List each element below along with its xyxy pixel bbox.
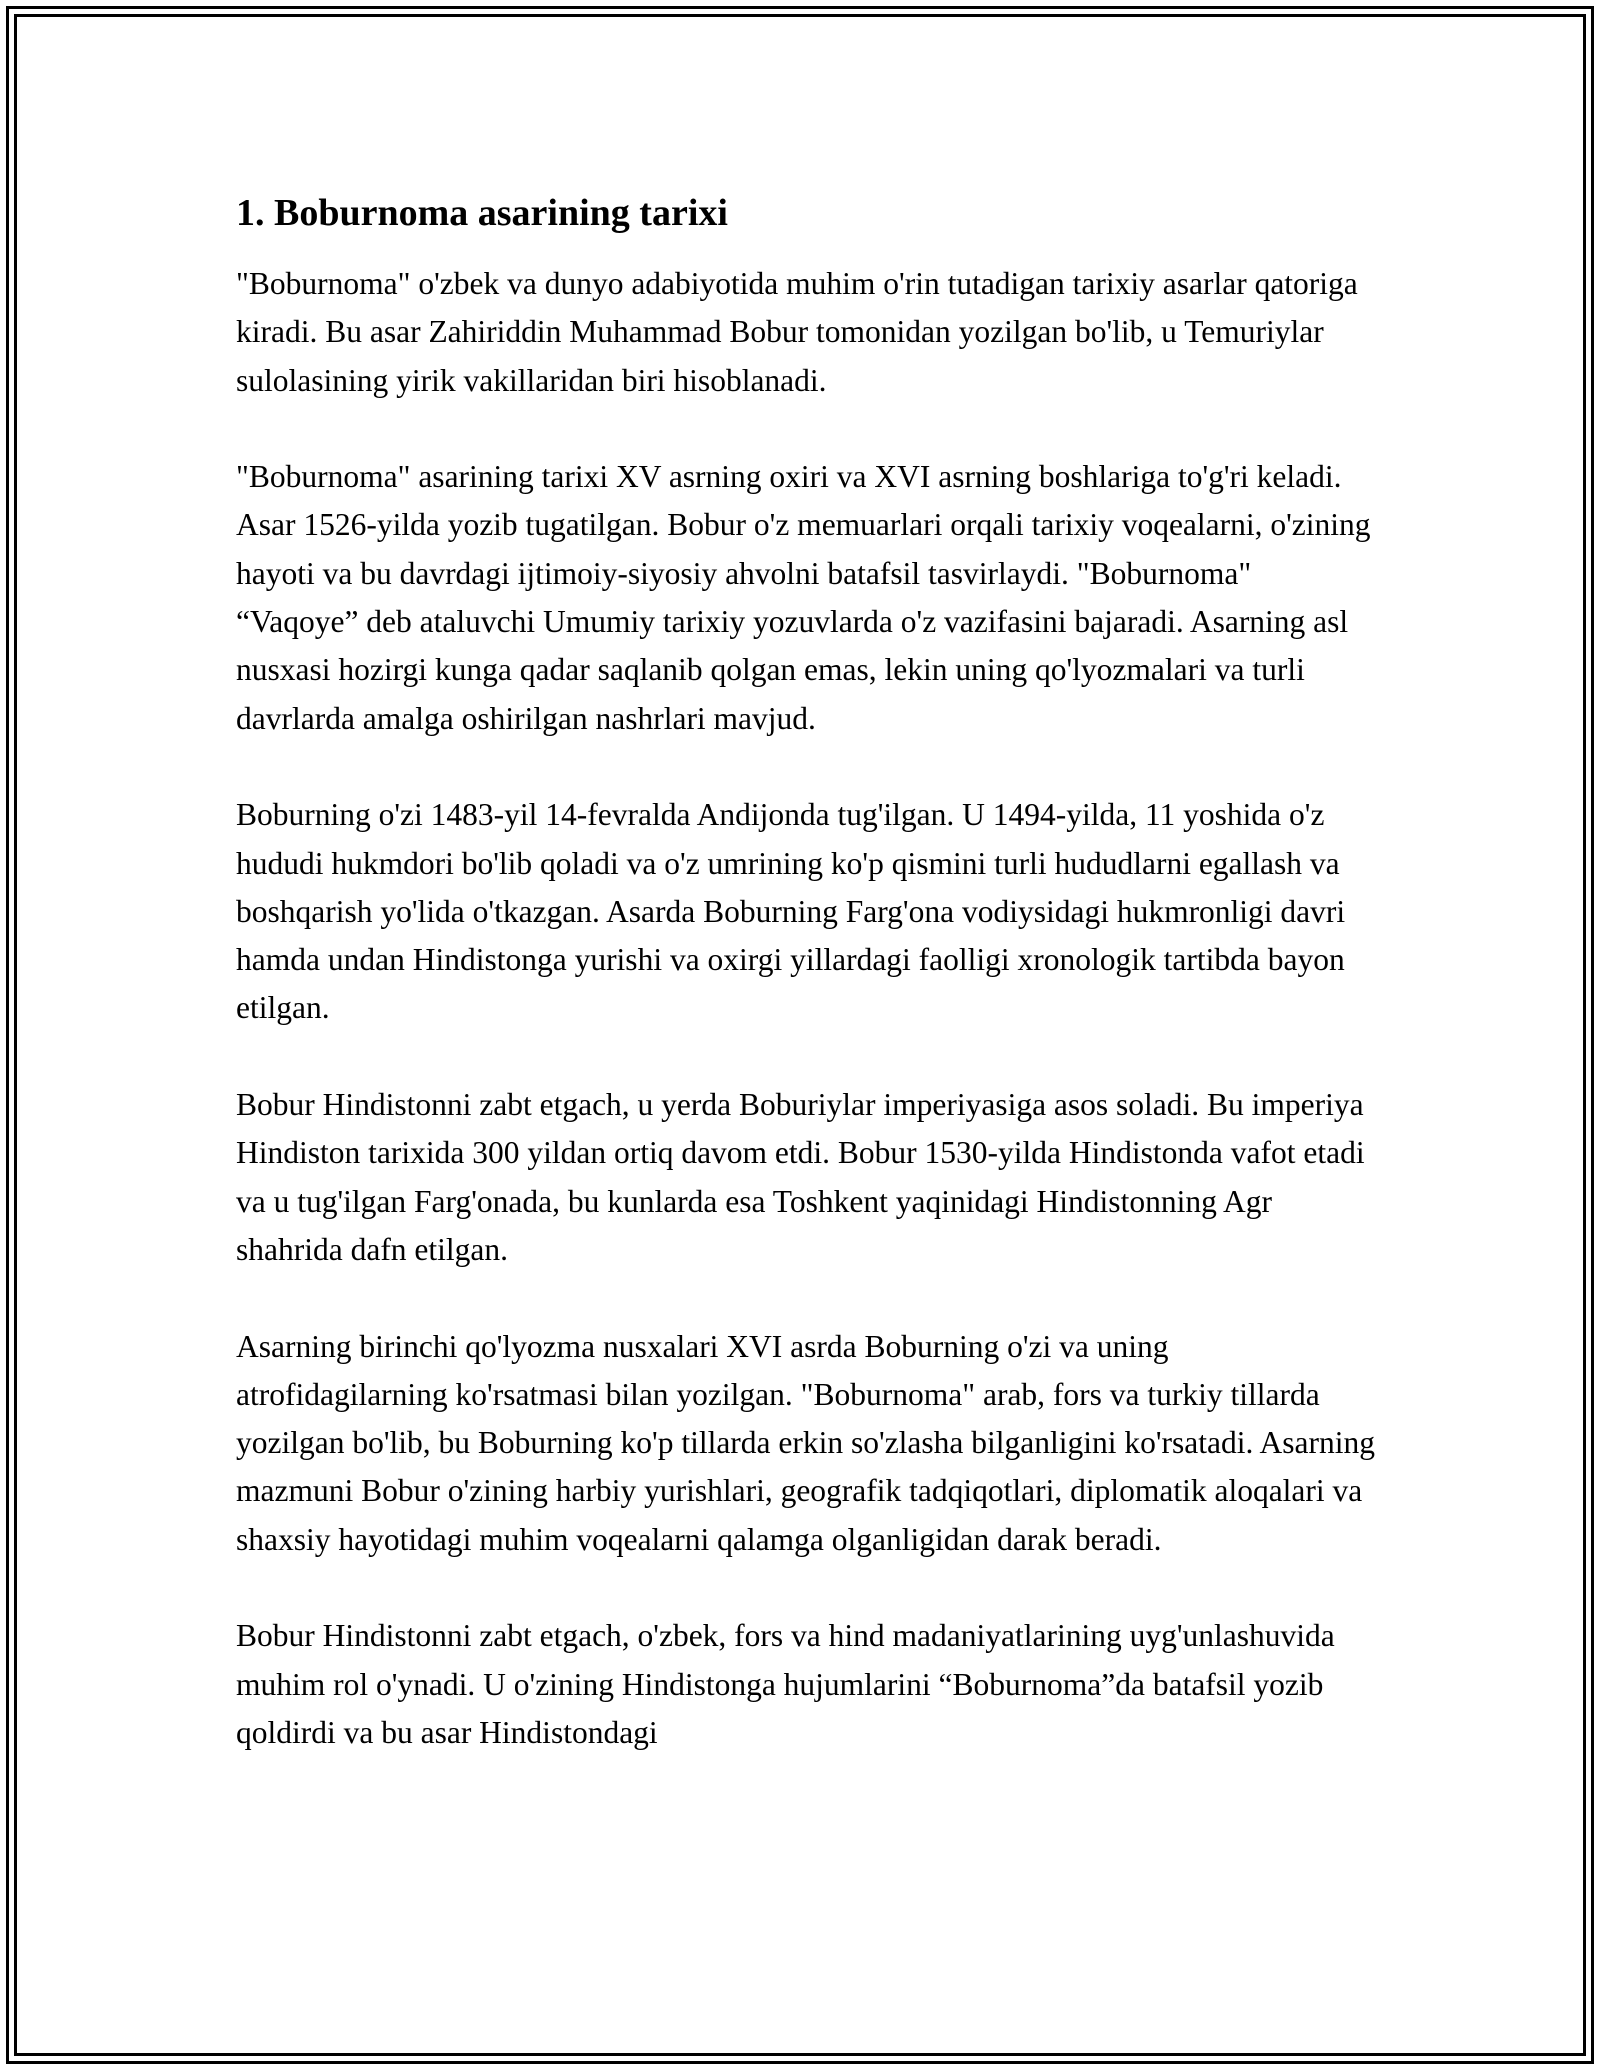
section-heading: 1. Boburnoma asarining tarixi [236, 192, 728, 234]
paragraph-3: Boburning o'zi 1483-yil 14-fevralda Andijonda tug'ilgan. U 1494-yilda, 11 yoshida o'z hududi hukmdori bo'lib qoladi va o'z umrining ko'p qismini turli hududlarni egallash va boshqarish yo'lida o'tkazgan. Asarda Boburning Farg'ona vodiysidagi hukmronligi davri hamda undan Hindistonga yurishi va oxirgi yillardagi faolligi xronologik tartibda bayon etilgan. [236, 797, 1346, 1026]
paragraph-4: Bobur Hindistonni zabt etgach, u yerda Boburiylar imperiyasiga asos soladi. Bu imperiya Hindiston tarixida 300 yildan ortiq davom etdi. Bobur 1530-yilda Hindistonda vafot etadi va u tug'ilgan Farg'onada, bu kunlarda esa Toshkent yaqinidagi Hindistonning Agr shahrida dafn etilgan. [236, 1087, 1365, 1267]
paragraph-2: "Boburnoma" asarining tarixi XV asrning oxiri va XVI asrning boshlariga to'g'ri keladi. Asar 1526-yilda yozib tugatilgan. Bobur o'z memuarlari orqali tarixiy voqealarni, o'zining hayoti va bu davrdagi ijtimoiy-siyosiy ahvolni batafsil tasvirlaydi. "Boburnoma" “Vaqoye” deb ataluvchi Umumiy tarixiy yozuvlarda o'z vazifasini bajaradi. Asarning asl nusxasi hozirgi kunga qadar saqlanib qolgan emas, lekin uning qo'lyozmalari va turli davrlarda amalga oshirilgan nashrlari mavjud. [236, 459, 1371, 736]
paragraph-5: Asarning birinchi qo'lyozma nusxalari XVI asrda Boburning o'zi va uning atrofidagilarning ko'rsatmasi bilan yozilgan. "Boburnoma" arab, fors va turkiy tillarda yozilgan bo'lib, bu Boburning ko'p tillarda erkin so'zlasha bilganligini ko'rsatadi. Asarning mazmuni Bobur o'zining harbiy yurishlari, geografik tadqiqotlari, diplomatik aloqalari va shaxsiy hayotidagi muhim voqealarni qalamga olganligidan darak beradi. [236, 1328, 1376, 1557]
paragraph-6: Bobur Hindistonni zabt etgach, o'zbek, fors va hind madaniyatlarining uyg'unlashuvida muhim rol o'ynadi. U o'zining Hindistonga hujumlarini “Boburnoma”da batafsil yozib qoldirdi va bu asar Hindistondagi [236, 1618, 1335, 1750]
paragraph-1: "Boburnoma" o'zbek va dunyo adabiyotida muhim o'rin tutadigan tarixiy asarlar qatoriga kiradi. Bu asar Zahiriddin Muhammad Bobur tomonidan yozilgan bo'lib, u Temuriylar sulolasining yirik vakillaridan biri hisoblanadi. [236, 266, 1358, 398]
document-body [236, 188, 1376, 1757]
